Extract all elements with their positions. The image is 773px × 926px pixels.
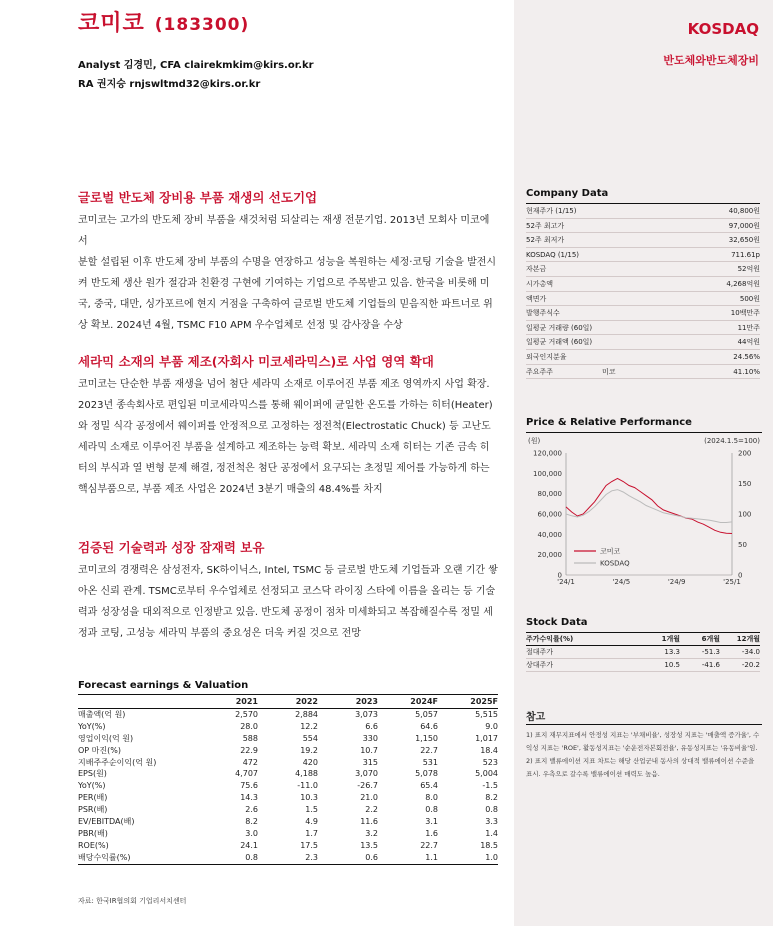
forecast-row-label: OP 마진(%)	[78, 745, 121, 755]
chart-left-tick: 100,000	[533, 469, 562, 478]
forecast-cell: 0.8	[425, 805, 438, 815]
section-line: 분할 설립된 이후 반도체 장비 부품의 수명을 연장하고 성능을 복원하는 세정·코팅 기술을 발전시	[78, 257, 497, 268]
forecast-cell: 315	[362, 757, 378, 767]
forecast-cell: 5,078	[415, 769, 438, 779]
forecast-cell: -11.0	[297, 781, 318, 791]
company-data-value: 44억원	[737, 338, 760, 347]
stock-data-header-row	[526, 633, 760, 646]
ra-line: RA 권지승 rnjswltmd32@kirs.or.kr	[78, 79, 261, 90]
company-data-label: 발행주식수	[526, 309, 560, 318]
forecast-source: 자료: 한국IR협의회 기업리서치센터	[78, 897, 187, 905]
forecast-title: Forecast earnings & Valuation	[78, 680, 249, 691]
forecast-row	[78, 709, 498, 721]
company-data-note	[602, 248, 700, 262]
notes-body: 1) 표지 재무지표에서 안정성 지표는 '부채비율', 성장성 지표는 '매출액 증가율', 수익성 지표는 'ROE', 활동성지표는 '순운전자본회전율', 유동성지표는 '유동비율'임. 2) 표지 밸류에이션 지표 차트는 해당 산업군내 동사의 상대적 밸류에이션 수준을 표시. 우측으로 갈수록 밸류에이션 매력도 높음.	[526, 724, 762, 781]
forecast-cell: 472	[242, 757, 258, 767]
company-data-note: 미코	[602, 367, 616, 376]
forecast-cell: 1,150	[415, 733, 438, 743]
forecast-row	[78, 733, 498, 745]
forecast-cell: 8.2	[245, 817, 258, 827]
forecast-cell: 22.7	[420, 840, 438, 850]
forecast-cell: 65.4	[420, 781, 438, 791]
company-data-value: 10백만주	[730, 309, 760, 318]
forecast-cell: 19.2	[300, 745, 318, 755]
company-data-row	[526, 335, 760, 350]
forecast-row-label: PSR(배)	[78, 805, 108, 815]
forecast-row-label: 지배주주순이익(억 원)	[78, 757, 157, 767]
company-data-label: 시가총액	[526, 279, 554, 288]
forecast-cell: 9.0	[485, 721, 498, 731]
company-data-value: 40,800원	[728, 207, 760, 215]
stock-data-cell: -51.3	[701, 648, 720, 656]
forecast-row	[78, 816, 498, 828]
stock-data-title: Stock Data	[526, 617, 588, 628]
forecast-cell: 588	[242, 733, 258, 743]
section-line: 와 정밀 식각 공정에서 웨이퍼를 안정적으로 고정하는 정전척(Electrostatic Chuck) 등 고난도	[78, 421, 491, 432]
company-data-value: 41.10%	[733, 367, 760, 376]
forecast-row-label: EV/EBITDA(배)	[78, 817, 135, 827]
company-data-row	[526, 233, 760, 248]
forecast-cell: 0.8	[245, 852, 258, 862]
forecast-year: 2023	[355, 697, 378, 706]
company-data-title: Company Data	[526, 188, 609, 199]
stock-data-table	[526, 632, 760, 672]
chart-title: Price & Relative Performance	[526, 417, 692, 428]
chart-right-tick: 0	[738, 571, 743, 580]
section-line: 정과 코팅, 고성능 세라믹 부품의 중요성은 더욱 커질 것으로 전망	[78, 628, 361, 639]
stock-data-header: 12개월	[736, 635, 760, 643]
company-data-note	[602, 335, 700, 349]
forecast-cell: 2,570	[235, 710, 258, 719]
chart-left-tick: 0	[557, 571, 562, 580]
section-line: 력과 성장성을 대외적으로 인정받고 있음. 반도체 공정이 점차 미세화되고 복잡해질수록 정밀 세	[78, 607, 493, 618]
company-data-table	[526, 203, 760, 379]
section-title-2: 세라믹 소재의 부품 제조(자회사 미코세라믹스)로 사업 영역 확대	[78, 354, 434, 369]
stock-code: (183300)	[154, 15, 250, 35]
stock-data-header: 6개월	[701, 635, 720, 643]
chart-right-tick: 200	[738, 449, 752, 458]
section-line: 아온 신뢰 관계. TSMC로부터 우수업체로 선정되고 코스닥 라이징 스타에 이름을 올리는 등 기술	[78, 586, 496, 597]
forecast-row-label: PBR(배)	[78, 828, 108, 838]
stock-data-cell: 13.3	[664, 648, 680, 656]
forecast-table	[78, 694, 498, 865]
forecast-row	[78, 768, 498, 780]
chart-left-tick: 80,000	[537, 490, 562, 499]
company-data-value: 11만주	[737, 323, 760, 332]
company-data-label: 주요주주	[526, 367, 554, 376]
company-data-note	[602, 277, 700, 291]
company-title	[78, 6, 249, 37]
forecast-cell: 1,017	[475, 733, 498, 743]
chart-legend-label: 코미코	[600, 547, 621, 556]
forecast-cell: 4.9	[305, 817, 318, 827]
forecast-cell: 3,073	[355, 710, 378, 719]
company-data-value: 711.61p	[731, 250, 760, 259]
chart-x-tick: '24/1	[557, 578, 575, 586]
forecast-header-row	[78, 695, 498, 709]
company-data-label: 일평균 거래액 (60일)	[526, 338, 593, 347]
forecast-year: 2021	[235, 697, 258, 706]
forecast-cell: 3.3	[485, 817, 498, 827]
forecast-row	[78, 852, 498, 864]
forecast-cell: 420	[302, 757, 318, 767]
company-data-row	[526, 365, 760, 380]
company-name: 코미코	[78, 11, 145, 36]
company-data-label: 액면가	[526, 294, 547, 303]
chart-right-tick: 50	[738, 541, 747, 549]
chart-x-tick: '24/5	[612, 578, 631, 586]
chart-right-tick: 150	[738, 480, 752, 488]
forecast-row-label: YoY(%)	[78, 721, 106, 731]
forecast-cell: 18.5	[480, 840, 498, 850]
forecast-cell: 22.9	[240, 745, 258, 755]
company-data-row	[526, 219, 760, 234]
company-data-note	[602, 306, 700, 320]
price-chart-svg	[526, 433, 762, 593]
forecast-row	[78, 757, 498, 769]
company-data-note	[602, 321, 700, 335]
forecast-cell: -1.5	[482, 781, 498, 791]
stock-data-cell: 10.5	[664, 661, 680, 669]
forecast-cell: 21.0	[360, 793, 378, 803]
company-data-label: 52주 최저가	[526, 236, 565, 245]
forecast-cell: 2.2	[365, 805, 378, 815]
company-data-label: 자본금	[526, 265, 547, 274]
forecast-cell: 2.6	[245, 805, 258, 815]
section-body-2	[78, 374, 498, 500]
forecast-cell: 18.4	[480, 745, 498, 755]
forecast-cell: 531	[422, 757, 438, 767]
company-data-note	[602, 350, 700, 364]
section-line: 핵심부품으로, 부품 제조 사업은 2024년 3분기 매출의 48.4%를 차지	[78, 484, 383, 495]
forecast-cell: 330	[362, 733, 378, 743]
forecast-year: 2025F	[470, 697, 498, 706]
company-data-label: KOSDAQ (1/15)	[526, 250, 580, 259]
forecast-cell: 3.0	[245, 828, 258, 838]
forecast-cell: 0.8	[485, 805, 498, 815]
forecast-cell: 2,884	[295, 710, 318, 719]
forecast-cell: 1.1	[425, 852, 438, 862]
stock-data-label: 상대주가	[526, 661, 554, 669]
forecast-row-label: PER(배)	[78, 793, 108, 803]
chart-right-tick: 100	[738, 510, 752, 519]
chart-left-tick: 120,000	[533, 449, 562, 458]
company-data-row	[526, 321, 760, 336]
forecast-cell: 11.6	[360, 817, 378, 827]
company-data-label: 52주 최고가	[526, 221, 565, 230]
company-data-row	[526, 262, 760, 277]
forecast-row-label: 매출액(억 원)	[78, 710, 126, 719]
forecast-cell: 64.6	[420, 721, 438, 731]
forecast-cell: 12.2	[300, 721, 318, 731]
forecast-row-label: 배당수익률(%)	[78, 852, 131, 862]
stock-data-row	[526, 646, 760, 659]
forecast-year: 2024F	[410, 697, 438, 706]
stock-data-header: 1개월	[661, 635, 680, 643]
market-label: KOSDAQ	[687, 20, 759, 38]
section-line: 코미코는 단순한 부품 재생을 넘어 첨단 세라믹 소재로 이루어진 부품 제조 영역까지 사업 확장.	[78, 379, 490, 390]
stock-data-header: 주가수익률(%)	[526, 635, 574, 643]
stock-data-cell: -34.0	[741, 648, 760, 656]
forecast-cell: 28.0	[240, 721, 258, 731]
company-data-row	[526, 277, 760, 292]
company-data-label: 외국인지분율	[526, 352, 567, 361]
forecast-cell: 17.5	[300, 840, 318, 850]
section-body-1	[78, 210, 498, 336]
section-body-3	[78, 560, 498, 644]
company-data-value: 4,268억원	[726, 279, 760, 288]
chart-x-tick: '25/1	[723, 578, 741, 586]
section-line: 상 확보. 2024년 4월, TSMC F10 APM 우수업체로 선정 및 감사장을 수상	[78, 320, 403, 331]
company-data-note	[602, 262, 700, 276]
section-line: 켜 반도체 생산 원가 절감과 친환경 구현에 기여하는 기업으로 주목받고 있음. 한국을 비롯해 미	[78, 278, 490, 289]
forecast-row	[78, 721, 498, 733]
forecast-row	[78, 745, 498, 757]
forecast-cell: 2.3	[305, 852, 318, 862]
forecast-cell: 10.7	[360, 745, 378, 755]
forecast-cell: 523	[482, 757, 498, 767]
company-data-value: 97,000원	[728, 221, 760, 230]
stock-data-cell: -20.2	[741, 661, 760, 669]
chart-left-tick: 60,000	[537, 510, 562, 519]
forecast-cell: 3.2	[365, 828, 378, 838]
company-data-value: 32,650원	[728, 236, 760, 245]
analyst-line: Analyst 김경민, CFA clairekmkim@kirs.or.kr	[78, 60, 314, 71]
company-data-note	[602, 292, 700, 306]
forecast-row-label: ROE(%)	[78, 840, 109, 850]
forecast-cell: 8.0	[425, 793, 438, 803]
forecast-cell: 22.7	[420, 745, 438, 755]
section-title-1: 글로벌 반도체 장비용 부품 재생의 선도기업	[78, 190, 318, 205]
forecast-row	[78, 840, 498, 852]
price-chart	[526, 432, 762, 592]
forecast-cell: 4,707	[235, 769, 258, 779]
forecast-cell: 1.5	[305, 805, 318, 815]
chart-legend-label: KOSDAQ	[600, 559, 630, 568]
forecast-cell: 5,057	[415, 710, 438, 719]
forecast-cell: 5,004	[475, 769, 498, 779]
forecast-cell: 1.6	[425, 828, 438, 838]
forecast-cell: 1.0	[485, 852, 498, 862]
sector-label: 반도체와반도체장비	[663, 54, 759, 67]
forecast-cell: 14.3	[240, 793, 258, 803]
forecast-row-label: EPS(원)	[78, 769, 107, 779]
section-line: 코미코는 고가의 반도체 장비 부품을 새것처럼 되살리는 재생 전문기업. 2013년 모회사 미코에서	[78, 215, 490, 247]
chart-series-line	[566, 478, 732, 533]
forecast-cell: 3,070	[355, 769, 378, 779]
forecast-cell: 0.6	[365, 852, 378, 862]
section-line: 세라믹 소재로 이루어진 부품을 설계하고 제조하는 능력 확보. 세라믹 소재 히터는 기존 금속 히	[78, 442, 490, 453]
company-data-value: 52억원	[737, 265, 760, 274]
company-data-row	[526, 350, 760, 365]
forecast-header-blank	[78, 695, 198, 708]
company-data-note	[602, 219, 700, 233]
forecast-row	[78, 780, 498, 792]
forecast-cell: 4,188	[295, 769, 318, 779]
forecast-bottom-rule	[78, 864, 498, 865]
forecast-cell: 10.3	[300, 793, 318, 803]
stock-data-label: 절대주가	[526, 648, 554, 656]
notes-title: 참고	[526, 712, 546, 723]
company-data-row	[526, 204, 760, 219]
forecast-row-label: YoY(%)	[78, 781, 106, 791]
forecast-row	[78, 828, 498, 840]
forecast-cell: 8.2	[485, 793, 498, 803]
company-data-row	[526, 306, 760, 321]
forecast-cell: -26.7	[357, 781, 378, 791]
forecast-row-label: 영업이익(억 원)	[78, 733, 134, 743]
section-line: 코미코의 경쟁력은 삼성전자, SK하이닉스, Intel, TSMC 등 글로벌 반도체 기업들과 오랜 기간 쌓	[78, 565, 498, 576]
section-line: 터의 부식과 열 변형 문제 해결, 정전척은 첨단 공정에서 요구되는 초정밀 제어를 가능하게 하는	[78, 463, 490, 474]
company-data-row	[526, 292, 760, 307]
company-data-note	[602, 233, 700, 247]
company-data-row	[526, 248, 760, 263]
forecast-cell: 1.7	[305, 828, 318, 838]
stock-data-cell: -41.6	[701, 661, 720, 669]
section-line: 국, 중국, 대만, 싱가포르에 현지 거점을 구축하여 글로벌 반도체 기업들의 믿음직한 파트너로 위	[78, 299, 493, 310]
forecast-row	[78, 804, 498, 816]
forecast-cell: 3.1	[425, 817, 438, 827]
forecast-cell: 6.6	[365, 721, 378, 731]
section-title-3: 검증된 기술력과 성장 잠재력 보유	[78, 540, 265, 555]
forecast-cell: 5,515	[475, 710, 498, 719]
forecast-cell: 24.1	[240, 840, 258, 850]
chart-right-unit: (2024.1.5=100)	[704, 437, 760, 445]
chart-left-unit: (원)	[528, 437, 541, 445]
forecast-cell: 1.4	[485, 828, 498, 838]
forecast-cell: 75.6	[240, 781, 258, 791]
forecast-cell: 554	[302, 733, 318, 743]
chart-left-tick: 40,000	[537, 530, 562, 539]
company-data-note	[602, 204, 700, 218]
chart-x-tick: '24/9	[667, 578, 686, 586]
section-line: 2023년 종속회사로 편입된 미코세라믹스를 통해 웨이퍼에 균일한 온도를 가하는 히터(Heater)	[78, 400, 493, 411]
forecast-row	[78, 792, 498, 804]
company-data-label: 일평균 거래량 (60일)	[526, 323, 593, 332]
company-data-label: 현재주가 (1/15)	[526, 207, 577, 215]
stock-data-row	[526, 659, 760, 672]
forecast-year: 2022	[295, 697, 318, 706]
forecast-cell: 13.5	[360, 840, 378, 850]
chart-left-tick: 20,000	[537, 551, 562, 560]
company-data-value: 500원	[739, 294, 760, 303]
company-data-value: 24.56%	[733, 352, 760, 361]
